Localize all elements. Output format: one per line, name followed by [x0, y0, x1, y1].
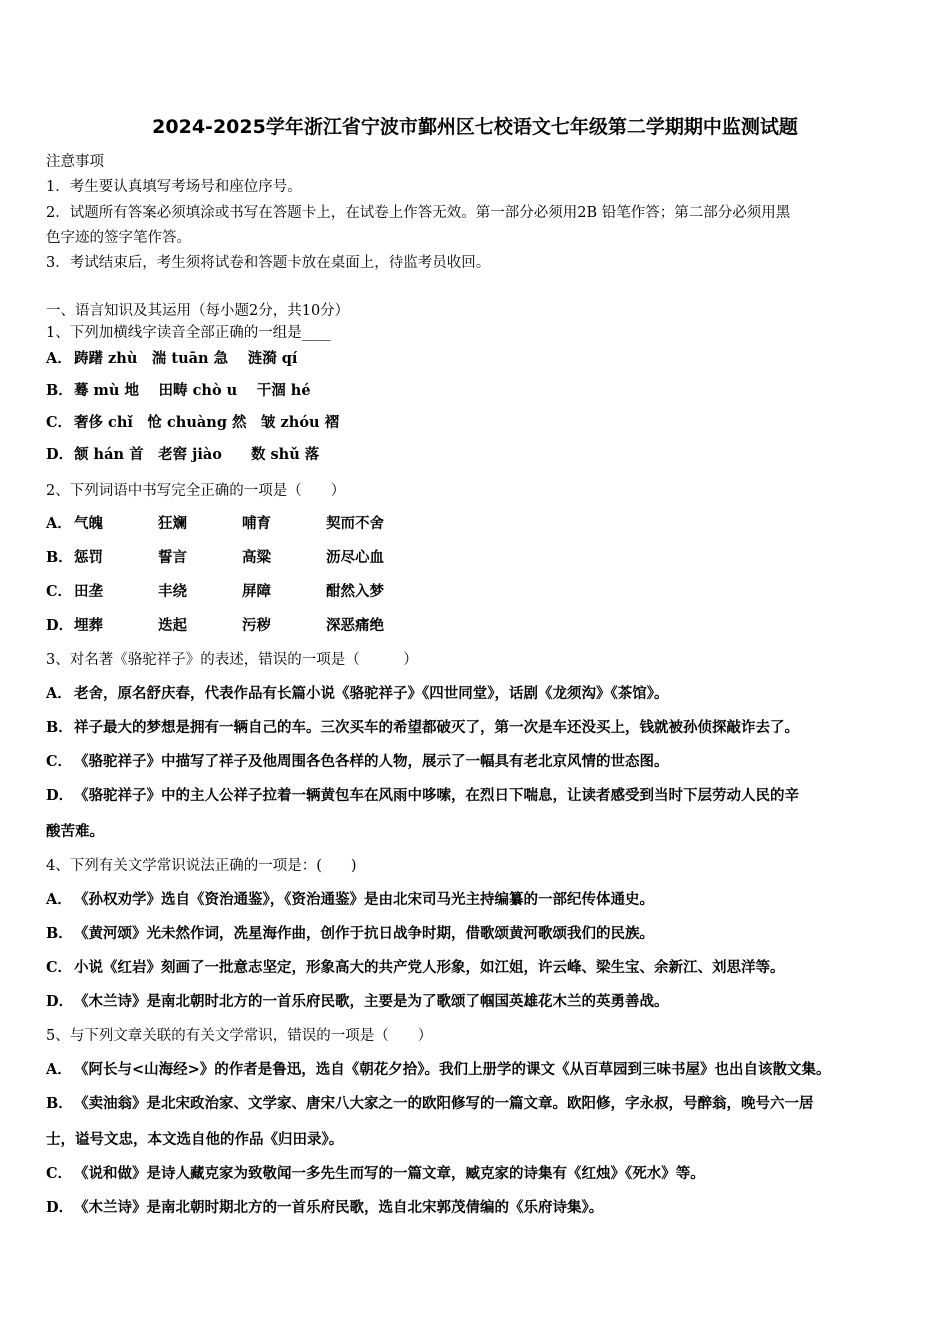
option-text: 《黄河颂》光未然作词，冼星海作曲，创作于抗日战争时期，借歌颂黄河歌颂我们的民族。 — [74, 925, 654, 942]
option-label: D． — [46, 787, 74, 804]
option-text: 踌躇 zhù 湍 tuān 急 涟漪 qí — [74, 350, 298, 367]
option-label: B． — [46, 382, 73, 399]
notice-heading: 注意事项 — [46, 154, 104, 170]
option-row — [46, 616, 908, 636]
option-word: 高粱 — [242, 549, 271, 566]
option-label: D． — [46, 446, 74, 463]
option-text: 小说《红岩》刻画了一批意志坚定，形象高大的共产党人形象，如江姐，许云峰、梁生宝、余新江、刘思洋等。 — [74, 959, 785, 976]
option-row — [46, 445, 908, 465]
option-text: 蓦 mù 地 田畴 chò u 干涸 hé — [74, 382, 311, 399]
option-text: 《卖油翁》是北宋政治家、文学家、唐宋八大家之一的欧阳修写的一篇文章。欧阳修，字永叔，号醉翁，晚号六一居 — [74, 1095, 814, 1112]
option-row — [46, 381, 908, 401]
question-stem: 2、下列词语中书写完全正确的一项是（ ） — [46, 483, 346, 499]
option-word: 契而不舍 — [326, 515, 384, 532]
option-text: 老舍，原名舒庆春，代表作品有长篇小说《骆驼祥子》《四世同堂》，话剧《龙须沟》《茶馆》。 — [74, 685, 669, 702]
option-text: 《阿长与<山海经>》的作者是鲁迅，选自《朝花夕拾》。我们上册学的课文《从百草园到三味书屋》也出自该散文集。 — [74, 1061, 831, 1078]
notice-item: 1．考生要认真填写考场号和座位序号。 — [46, 179, 302, 195]
option-text: 祥子最大的梦想是拥有一辆自己的车。三次买车的希望都破灭了，第一次是车还没买上，钱就被孙侦探敲诈去了。 — [74, 719, 799, 736]
option-word: 迭起 — [158, 617, 187, 634]
option-row — [46, 684, 908, 704]
notice-item: 2．试题所有答案必须填涂或书写在答题卡上，在试卷上作答无效。第一部分必须用2B 铅笔作答；第二部分必须用黑 — [46, 205, 791, 221]
option-word: 誓言 — [158, 549, 187, 566]
option-word: 酣然入梦 — [326, 583, 384, 600]
option-text: 《骆驼祥子》中的主人公祥子拉着一辆黄包车在风雨中哆嗦，在烈日下喘息，让读者感受到当时下层劳动人民的辛 — [74, 787, 799, 804]
option-label: D． — [46, 617, 74, 634]
option-row — [46, 1094, 908, 1114]
option-row — [46, 958, 908, 978]
option-continuation — [46, 822, 908, 842]
option-label: C． — [46, 753, 73, 770]
option-row — [46, 1164, 908, 1184]
option-text: 《孙权劝学》选自《资治通鉴》，《资治通鉴》是由北宋司马光主持编纂的一部纪传体通史。 — [74, 891, 654, 908]
option-label: C． — [46, 414, 73, 431]
option-word: 深恶痛绝 — [326, 617, 384, 634]
option-row — [46, 786, 908, 806]
option-row — [46, 1060, 908, 1080]
question-stem: 4、下列有关文学常识说法正确的一项是：( ) — [46, 858, 357, 874]
option-row — [46, 1198, 908, 1218]
option-row — [46, 413, 908, 433]
option-text: 《木兰诗》是南北朝时期北方的一首乐府民歌，选自北宋郭茂倩编的《乐府诗集》。 — [74, 1199, 604, 1216]
option-text: 《木兰诗》是南北朝时北方的一首乐府民歌，主要是为了歌颂了帼国英雄花木兰的英勇善战。 — [74, 993, 669, 1010]
option-row — [46, 752, 908, 772]
notice-item: 3．考试结束后，考生须将试卷和答题卡放在桌面上，待监考员收回。 — [46, 255, 491, 271]
option-word: 田垄 — [74, 583, 103, 600]
section-heading: 一、语言知识及其运用（每小题2分，共10分） — [46, 303, 350, 319]
option-row — [46, 514, 908, 534]
option-word: 污秽 — [242, 617, 271, 634]
option-text: 士，谥号文忠，本文选自他的作品《归田录》。 — [46, 1131, 344, 1148]
option-row — [46, 582, 908, 602]
option-word: 埋葬 — [74, 617, 103, 634]
option-continuation — [46, 1130, 908, 1150]
option-row — [46, 992, 908, 1012]
option-word: 惩罚 — [74, 549, 103, 566]
option-label: A． — [46, 891, 72, 908]
option-label: A． — [46, 515, 72, 532]
option-label: B． — [46, 1095, 73, 1112]
option-word: 狂斓 — [158, 515, 187, 532]
option-text: 颔 hán 首 老窖 jiào 数 shǔ 落 — [74, 446, 320, 463]
option-label: A． — [46, 350, 72, 367]
option-word: 屏障 — [242, 583, 271, 600]
option-row — [46, 890, 908, 910]
option-text: 《骆驼祥子》中描写了祥子及他周围各色各样的人物，展示了一幅具有老北京风情的世态图。 — [74, 753, 669, 770]
option-word: 哺育 — [242, 515, 271, 532]
option-word: 气魄 — [74, 515, 103, 532]
option-text: 酸苦难。 — [46, 823, 104, 840]
option-label: A． — [46, 1061, 72, 1078]
question-stem: 5、与下列文章关联的有关文学常识，错误的一项是（ ） — [46, 1028, 433, 1044]
option-label: D． — [46, 993, 74, 1010]
option-word: 丰绕 — [158, 583, 187, 600]
option-label: B． — [46, 925, 73, 942]
option-label: C． — [46, 959, 73, 976]
question-stem: 1、下列加横线字读音全部正确的一组是____ — [46, 325, 331, 341]
option-label: A． — [46, 685, 72, 702]
option-row — [46, 924, 908, 944]
option-label: C． — [46, 1165, 73, 1182]
option-label: B． — [46, 549, 73, 566]
option-word: 沥尽心血 — [326, 549, 384, 566]
option-label: C． — [46, 583, 73, 600]
option-row — [46, 548, 908, 568]
option-row — [46, 718, 908, 738]
option-label: B． — [46, 719, 73, 736]
option-label: D． — [46, 1199, 74, 1216]
notice-item: 色字迹的签字笔作答。 — [46, 230, 191, 246]
question-stem: 3、对名著《骆驼祥子》的表述，错误的一项是（ ） — [46, 652, 418, 668]
option-row — [46, 349, 908, 369]
option-text: 《说和做》是诗人藏克家为致敬闻一多先生而写的一篇文章，臧克家的诗集有《红烛》《死水》等。 — [74, 1165, 705, 1182]
page-title: 2024-2025学年浙江省宁波市鄞州区七校语文七年级第二学期期中监测试题 — [152, 116, 798, 138]
option-text: 奢侈 chǐ 怆 chuàng 然 皱 zhóu 褶 — [74, 414, 340, 431]
